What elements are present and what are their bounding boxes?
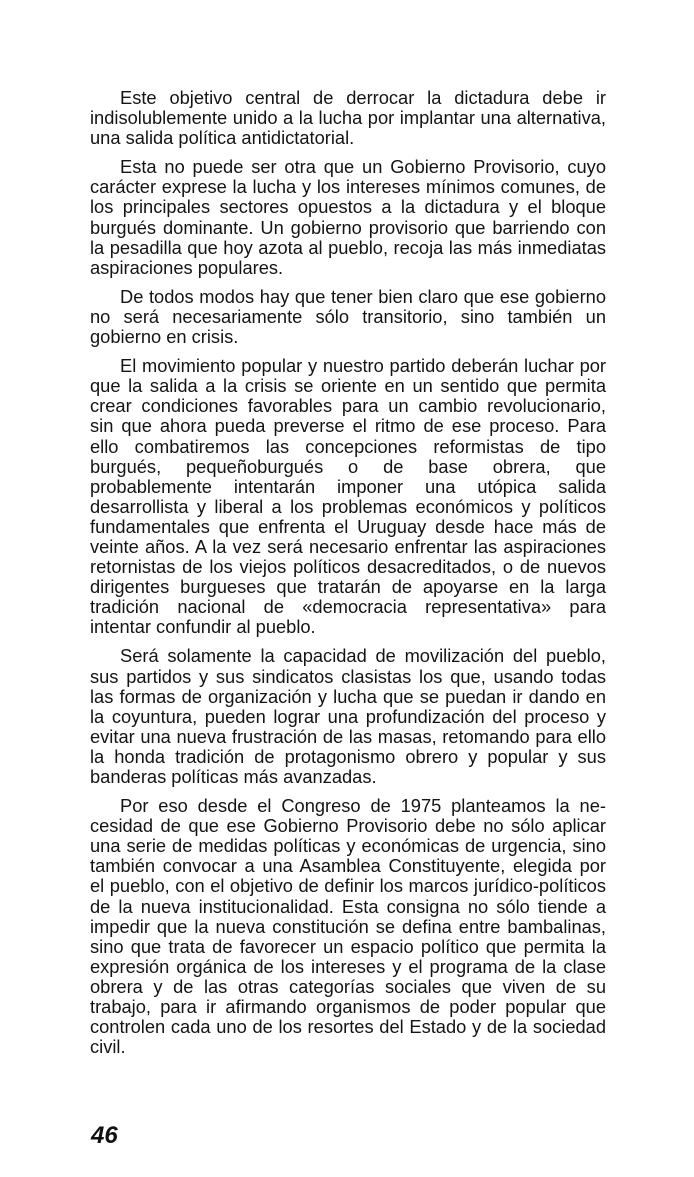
page-number: 46: [91, 1122, 118, 1149]
body-text: [90, 88, 606, 1066]
paragraph-5: Será solamente la capacidad de movilización del pueblo, sus partidos y sus sindicatos clasistas los que, usando todas las formas de organización y lucha que se puedan ir dando en la coyuntura, pueden lograr una profundización del proceso y evitar una nueva frustración de las masas, retomando para ello la honda tradición de protagonismo obrero y popular y sus banderas políticas más avanzadas.: [90, 645, 606, 787]
paragraph-2: Esta no puede ser otra que un Gobierno Provisorio, cuyo carácter exprese la lucha y los intereses mínimos comunes, de los principales sectores opuestos a la dictadura y el bloque burgués dominante. Un gobierno provisorio que barriendo con la pesadilla que hoy azota al pueblo, recoja las más inmediatas aspiraciones populares.: [90, 156, 606, 278]
paragraph-6: Por eso desde el Congreso de 1975 planteamos la necesidad de que ese Gobierno Provisorio debe no sólo aplicar una serie de medidas políticas y económicas de urgencia, sino también convocar a una Asamblea Constituyente, elegida por el pueblo, con el objetivo de definir los marcos jurídico-políticos de la nueva institucionalidad. Esta consigna no sólo tiende a impedir que la nueva constitución se defina entre bambalinas, sino que trata de favorecer un espacio político que permita la expresión orgánica de los intereses y el programa de la clase obrera y de las otras categorías sociales que viven de su trabajo, para ir afirmando organismos de poder popular que controlen cada uno de los resortes del Estado y de la sociedad civil.: [90, 795, 606, 1058]
paragraph-3: De todos modos hay que tener bien claro que ese gobierno no será necesariamente sólo transitorio, sino también un gobierno en crisis.: [90, 285, 606, 348]
paragraph-4: El movimiento popular y nuestro partido deberán luchar por que la salida a la crisis se oriente en un sentido que permita crear condiciones favorables para un cambio revolucionario, sin que ahora pueda preverse el ritmo de ese proceso. Para ello combatiremos las concepciones reformistas de tipo burgués, pequeñoburgués o de base obrera, que probablemente intentarán imponer una utópica salida desarrollista y liberal a los problemas económicos y políticos fundamentales que enfrenta el Uruguay desde hace más de veinte años. A la vez será necesario enfrentar las aspiraciones retornistas de los viejos políticos desacreditados, o de nuevos dirigentes burgueses que tratarán de apoyarse en la larga tradición nacional de «democracia representativa» para intentar confundir al pueblo.: [90, 355, 606, 638]
paragraph-1: Este objetivo central de derrocar la dictadura debe ir indisolublemente unido a la lucha por implantar una alternativa, una salida política antidictatorial.: [90, 87, 606, 149]
